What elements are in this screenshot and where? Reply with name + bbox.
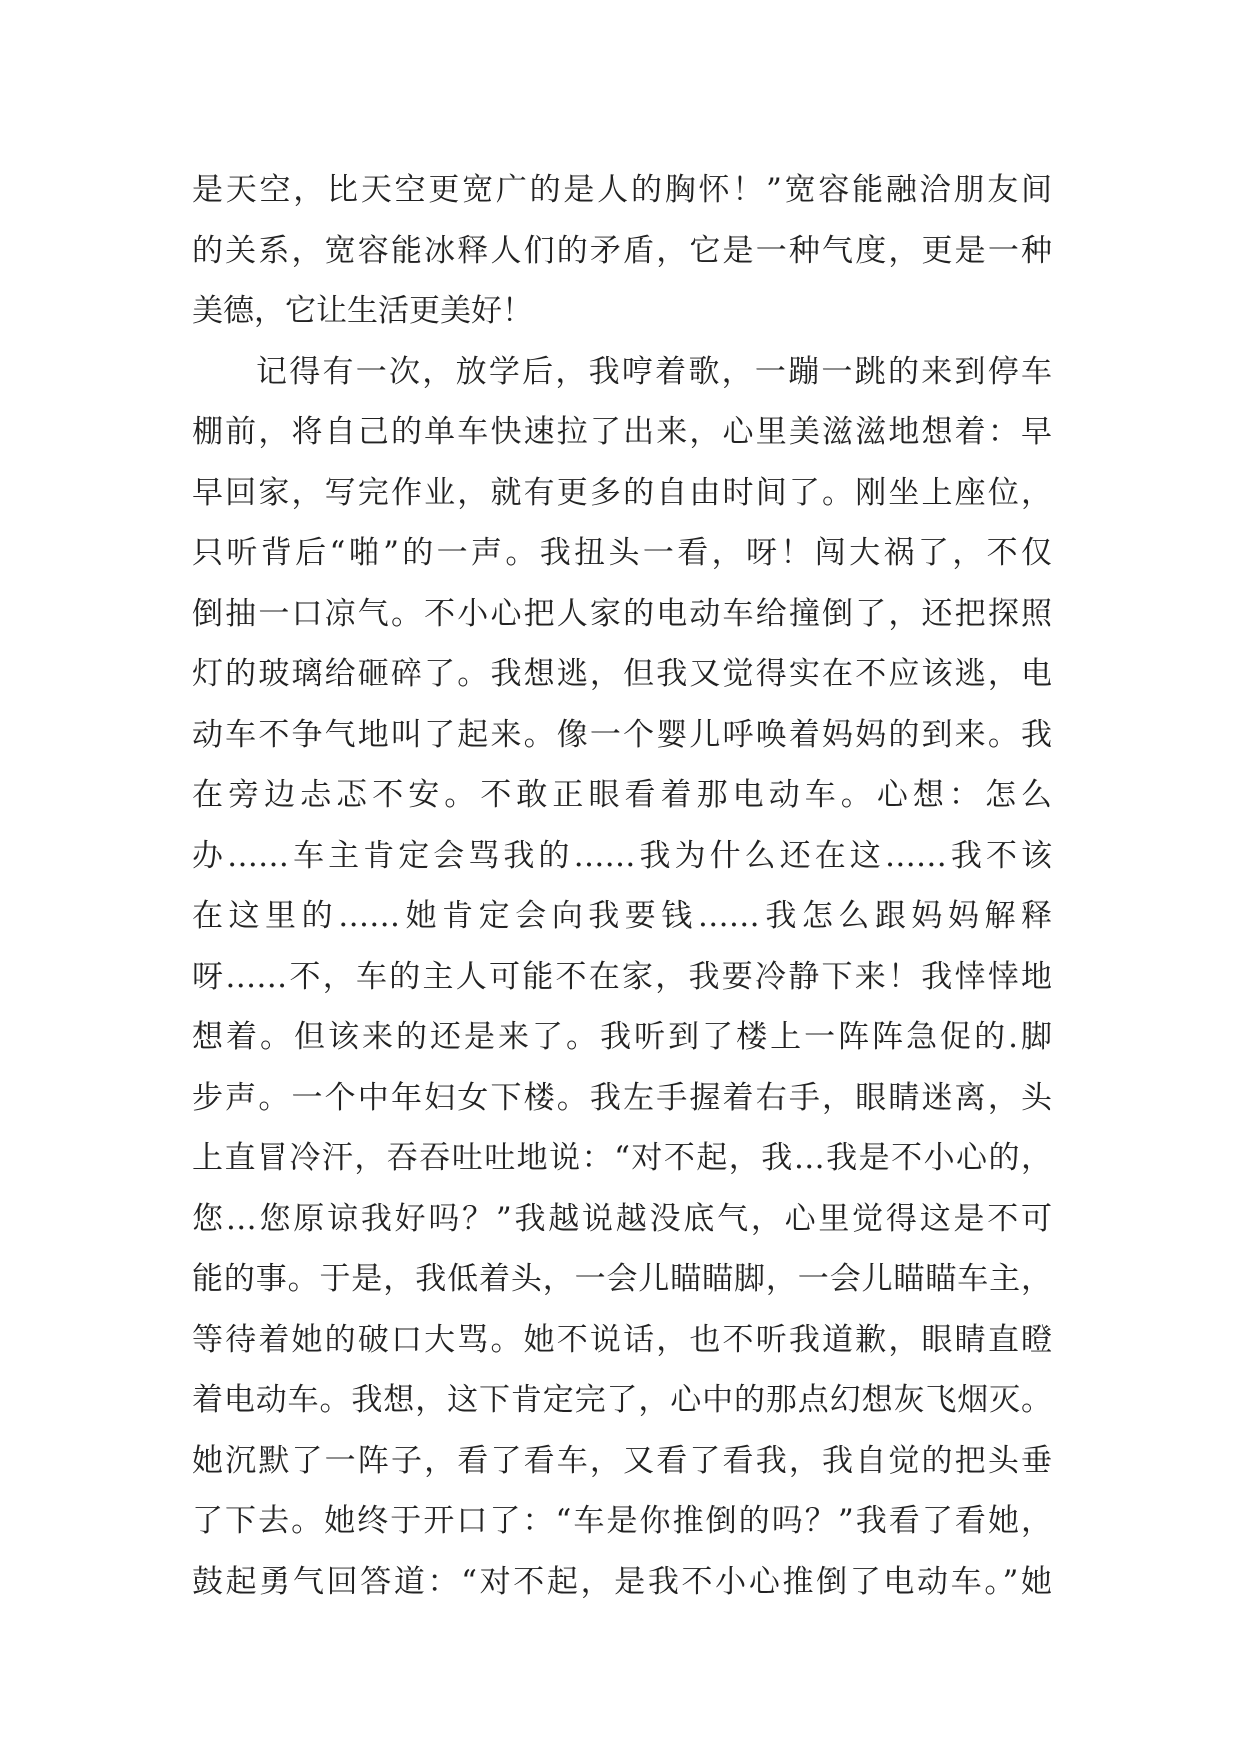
text-line: 了下去。她终于开口了：“车是你推倒的吗？”我看了看她， [192,1503,1052,1539]
text-line: 步声。一个中年妇女下楼。我左手握着右手，眼睛迷离，头 [192,1079,1052,1116]
text-line: 的关系，宽容能冰释人们的矛盾，它是一种气度，更是一种 [192,232,1052,269]
text-line: 鼓起勇气回答道：“对不起，是我不小心推倒了电动车。”她 [192,1563,1052,1600]
text-line: 倒抽一口凉气。不小心把人家的电动车给撞倒了，还把探照 [192,595,1052,632]
text-line: 她沉默了一阵子，看了看车，又看了看我，我自觉的把头垂 [192,1442,1052,1479]
text-line: 能的事。于是，我低着头，一会儿瞄瞄脚，一会儿瞄瞄车主， [192,1261,1052,1297]
text-line: 早回家，写完作业，就有更多的自由时间了。刚坐上座位， [192,474,1052,511]
text-line: 等待着她的破口大骂。她不说话，也不听我道歉，眼睛直瞪 [192,1321,1052,1358]
text-line: 是天空，比天空更宽广的是人的胸怀！”宽容能融洽朋友间 [192,172,1052,208]
text-line: 想着。但该来的还是来了。我听到了楼上一阵阵急促的.脚 [192,1019,1052,1055]
text-line: 灯的玻璃给砸碎了。我想逃，但我又觉得实在不应该逃，电 [192,656,1052,692]
body-text [192,160,1052,1612]
text-line: 上直冒冷汗，吞吞吐吐地说：“对不起，我…我是不小心的， [192,1140,1052,1176]
text-line: 在旁边忐忑不安。不敢正眼看着那电动车。心想：怎么 [192,777,1052,813]
text-line: 在这里的……她肯定会向我要钱……我怎么跟妈妈解释 [192,898,1052,934]
text-line: 棚前，将自己的单车快速拉了出来，心里美滋滋地想着：早 [192,414,1052,450]
text-line: 呀……不，车的主人可能不在家，我要冷静下来！我悻悻地 [192,958,1052,995]
text-line: 美德，它让生活更美好！ [192,293,533,329]
text-line: 着电动车。我想，这下肯定完了，心中的那点幻想灰飞烟灭。 [192,1382,1052,1418]
text-line: 只听背后“啪”的一声。我扭头一看，呀！闯大祸了，不仅 [192,535,1052,571]
text-line: 您…您原谅我好吗？”我越说越没底气，心里觉得这是不可 [192,1200,1052,1237]
text-line: 动车不争气地叫了起来。像一个婴儿呼唤着妈妈的到来。我 [192,716,1052,753]
text-line: 记得有一次，放学后，我哼着歌，一蹦一跳的来到停车 [256,353,1052,390]
text-line: 办……车主肯定会骂我的……我为什么还在这……我不该 [192,837,1052,874]
